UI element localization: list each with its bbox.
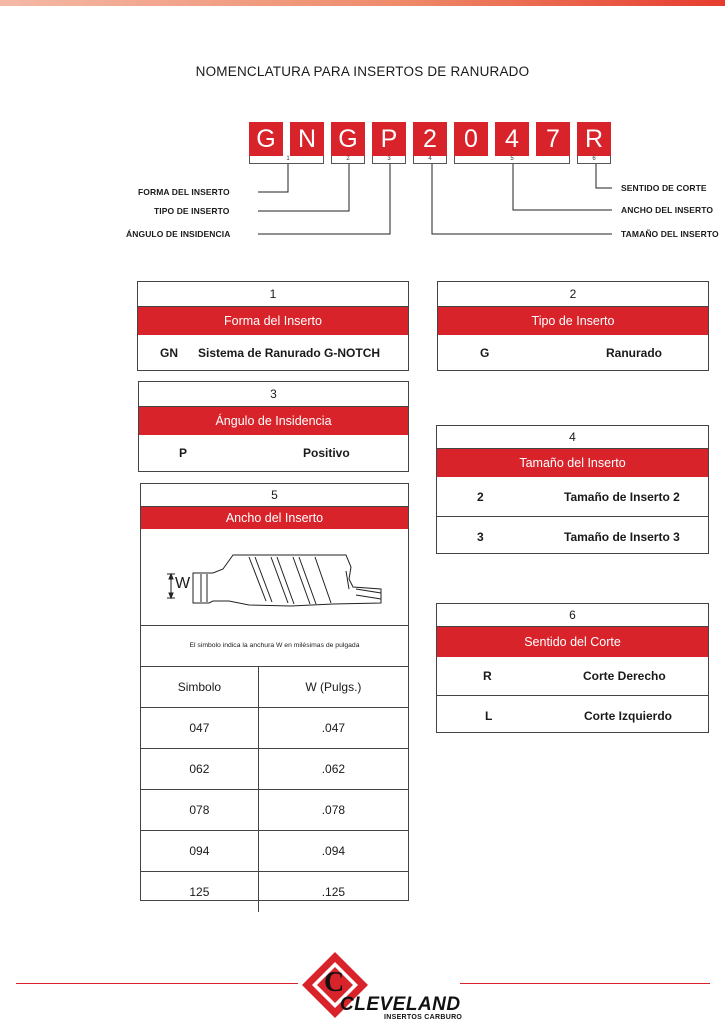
code-letter-5: 2 [413, 122, 447, 156]
box1-row-code: GN [160, 346, 178, 360]
insert-drawing-area [141, 529, 408, 625]
box5-header: Ancho del Inserto [141, 507, 408, 529]
label-ancho: ANCHO DEL INSERTO [621, 205, 714, 215]
table-row [141, 708, 408, 749]
segment-number-1: 1 [286, 156, 290, 162]
table-row [141, 749, 408, 790]
col-header-simbolo: Simbolo [141, 667, 258, 708]
page-title: NOMENCLATURA PARA INSERTOS DE RANURADO [195, 64, 530, 79]
label-angulo: ÁNGULO DE INSIDENCIA [126, 229, 231, 239]
code-letter-3: G [331, 122, 365, 156]
box-tamano-inserto [436, 425, 709, 554]
box4-row2-desc: Tamaño de Inserto 3 [564, 530, 680, 544]
logo-subtitle: INSERTOS CARBURO [384, 1014, 463, 1021]
w-dimension-label: W [175, 575, 191, 592]
table-cell: 047 [141, 708, 258, 749]
code-letter-8: 7 [536, 122, 570, 156]
footer-line-left [16, 983, 298, 984]
table-row [141, 831, 408, 872]
box1-row [138, 335, 408, 371]
logo-letter: C [324, 967, 345, 998]
box6-number: 6 [437, 604, 708, 627]
code-letter-7: 4 [495, 122, 529, 156]
label-tipo: TIPO DE INSERTO [154, 206, 230, 216]
box4-number: 4 [437, 426, 708, 449]
width-table [141, 666, 408, 912]
box4-row2-code: 3 [477, 530, 484, 544]
box3-row-desc: Positivo [303, 446, 350, 460]
box6-row-1 [437, 657, 708, 695]
box-forma-inserto [137, 281, 409, 371]
box-angulo-insidencia [138, 381, 409, 472]
box4-row1-code: 2 [477, 490, 484, 504]
code-letter-6: 0 [454, 122, 488, 156]
box2-row-code: G [480, 346, 490, 360]
box4-row1-desc: Tamaño de Inserto 2 [564, 490, 680, 504]
label-forma: FORMA DEL INSERTO [138, 187, 230, 197]
code-letter-9: R [577, 122, 611, 156]
box3-row [139, 435, 408, 471]
segment-number-6: 6 [592, 156, 596, 162]
table-header-row [141, 667, 408, 708]
box6-row1-desc: Corte Derecho [583, 669, 666, 683]
table-cell: .078 [258, 790, 408, 831]
box2-header: Tipo de Inserto [438, 307, 708, 335]
box6-row2-desc: Corte Izquierdo [584, 709, 673, 723]
box6-row-2 [437, 695, 708, 734]
segment-number-3: 3 [387, 156, 391, 162]
box1-number: 1 [138, 282, 408, 307]
logo-name: CLEVELAND [340, 994, 461, 1015]
box4-header: Tamaño del Inserto [437, 449, 708, 477]
box2-number: 2 [438, 282, 708, 307]
table-row [141, 790, 408, 831]
segment-number-4: 4 [428, 156, 432, 162]
table-cell: .094 [258, 831, 408, 872]
table-row [141, 872, 408, 913]
box6-row2-code: L [485, 709, 493, 723]
code-letter-1: G [249, 122, 283, 156]
box2-row [438, 335, 708, 371]
box6-header: Sentido del Corte [437, 627, 708, 657]
footer-line-right [460, 983, 710, 984]
table-cell: 125 [141, 872, 258, 913]
leader-lines [0, 0, 725, 260]
box3-number: 3 [139, 382, 408, 407]
label-sentido: SENTIDO DE CORTE [621, 183, 707, 193]
segment-number-2: 2 [346, 156, 350, 162]
box1-header: Forma del Inserto [138, 307, 408, 335]
box4-row-1 [437, 477, 708, 516]
code-letter-4: P [372, 122, 406, 156]
box5-note: El simbolo indica la anchura W en milésimas de pulgada [141, 625, 408, 666]
table-cell: 062 [141, 749, 258, 790]
table-cell: .047 [258, 708, 408, 749]
box-tipo-inserto [437, 281, 709, 371]
box3-row-code: P [179, 446, 188, 460]
table-cell: 078 [141, 790, 258, 831]
segment-number-5: 5 [510, 156, 514, 162]
box-sentido-corte [436, 603, 709, 733]
box-ancho-inserto [140, 483, 409, 901]
table-cell: .062 [258, 749, 408, 790]
label-tamano: TAMAÑO DEL INSERTO [621, 229, 719, 239]
code-letter-2: N [290, 122, 324, 156]
col-header-w: W (Pulgs.) [258, 667, 408, 708]
box4-row-2 [437, 516, 708, 555]
table-cell: .125 [258, 872, 408, 913]
table-cell: 094 [141, 831, 258, 872]
box6-row1-code: R [483, 669, 492, 683]
box1-row-desc: Sistema de Ranurado G-NOTCH [198, 346, 381, 360]
box2-row-desc: Ranurado [606, 346, 663, 360]
box3-header: Ángulo de Insidencia [139, 407, 408, 435]
box5-number: 5 [141, 484, 408, 507]
